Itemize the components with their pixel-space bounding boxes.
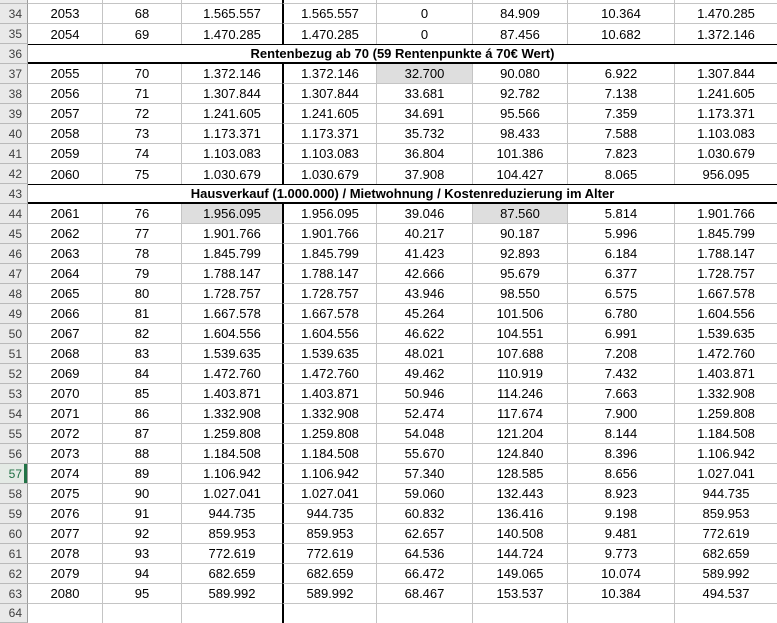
cell[interactable]: 43.946 (377, 284, 473, 304)
cell[interactable]: 8.144 (568, 424, 675, 444)
row-header[interactable]: 49 (0, 304, 28, 324)
cell[interactable]: 2073 (28, 444, 103, 464)
cell[interactable]: 0 (377, 24, 473, 44)
cell[interactable]: 2072 (28, 424, 103, 444)
cell[interactable]: 1.259.808 (282, 424, 377, 444)
row-header[interactable]: 34 (0, 4, 28, 24)
cell[interactable]: 74 (103, 144, 182, 164)
row-header[interactable]: 45 (0, 224, 28, 244)
cell[interactable]: 140.508 (473, 524, 568, 544)
cell[interactable]: 1.565.557 (182, 4, 282, 24)
table-row (0, 324, 777, 344)
cell[interactable]: 6.991 (568, 324, 675, 344)
row-header[interactable]: 39 (0, 104, 28, 124)
cell[interactable]: 2055 (28, 64, 103, 84)
cell[interactable]: 1.472.760 (182, 364, 282, 384)
cell[interactable]: 90.080 (473, 64, 568, 84)
cell[interactable]: 2080 (28, 584, 103, 604)
cell[interactable]: 1.667.578 (182, 304, 282, 324)
table-row (0, 4, 777, 24)
cell[interactable]: 944.735 (182, 504, 282, 524)
cell[interactable]: 68 (103, 4, 182, 24)
cell[interactable]: 42.666 (377, 264, 473, 284)
cell[interactable]: 1.030.679 (282, 164, 377, 184)
cell[interactable]: 1.403.871 (282, 384, 377, 404)
cell[interactable]: 2076 (28, 504, 103, 524)
cell[interactable]: 1.307.844 (182, 84, 282, 104)
table-row (0, 544, 777, 564)
row-header[interactable]: 54 (0, 404, 28, 424)
cell[interactable]: 69 (103, 24, 182, 44)
row-header[interactable]: 62 (0, 564, 28, 584)
cell[interactable]: 1.403.871 (675, 364, 777, 384)
cell[interactable]: 86 (103, 404, 182, 424)
cell[interactable]: 2075 (28, 484, 103, 504)
table-row (0, 464, 777, 484)
cell[interactable]: 1.403.871 (182, 384, 282, 404)
cell[interactable]: 2054 (28, 24, 103, 44)
cell[interactable]: 2070 (28, 384, 103, 404)
cell[interactable]: 1.901.766 (282, 224, 377, 244)
cell[interactable]: 1.667.578 (675, 284, 777, 304)
cell[interactable]: 92.782 (473, 84, 568, 104)
cell[interactable]: 1.259.808 (675, 404, 777, 424)
cell[interactable]: 1.604.556 (182, 324, 282, 344)
cell[interactable]: 37.908 (377, 164, 473, 184)
cell[interactable]: 101.386 (473, 144, 568, 164)
cell[interactable]: 7.663 (568, 384, 675, 404)
cell[interactable]: 90 (103, 484, 182, 504)
table-row (0, 344, 777, 364)
cell[interactable]: 1.539.635 (675, 324, 777, 344)
cell[interactable]: 494.537 (675, 584, 777, 604)
cell[interactable]: 772.619 (675, 524, 777, 544)
cell[interactable]: 104.551 (473, 324, 568, 344)
cell[interactable]: 124.840 (473, 444, 568, 464)
cell[interactable]: 2068 (28, 344, 103, 364)
row-header[interactable]: 59 (0, 504, 28, 524)
cell[interactable]: 35.732 (377, 124, 473, 144)
cell[interactable]: 589.992 (675, 564, 777, 584)
table-row (0, 584, 777, 604)
cell[interactable] (473, 604, 568, 623)
cell[interactable] (377, 604, 473, 623)
cell[interactable]: 59.060 (377, 484, 473, 504)
table-row (0, 384, 777, 404)
table-row (0, 124, 777, 144)
cell[interactable]: 1.332.908 (282, 404, 377, 424)
cell[interactable]: 87.456 (473, 24, 568, 44)
table-row (0, 24, 777, 44)
cell[interactable]: 71 (103, 84, 182, 104)
cell[interactable]: 7.359 (568, 104, 675, 124)
cell[interactable]: 62.657 (377, 524, 473, 544)
cell[interactable]: 66.472 (377, 564, 473, 584)
cell[interactable]: 95.679 (473, 264, 568, 284)
cell[interactable]: 2053 (28, 4, 103, 24)
table-row (0, 64, 777, 84)
row-header[interactable]: 51 (0, 344, 28, 364)
cell[interactable]: 83 (103, 344, 182, 364)
cell[interactable]: 2063 (28, 244, 103, 264)
cell[interactable]: 1.728.757 (282, 284, 377, 304)
cell[interactable]: 84.909 (473, 4, 568, 24)
cell[interactable]: 9.773 (568, 544, 675, 564)
row-header[interactable]: 50 (0, 324, 28, 344)
cell[interactable]: 10.074 (568, 564, 675, 584)
cell[interactable]: 1.728.757 (182, 284, 282, 304)
cell[interactable]: 128.585 (473, 464, 568, 484)
cell[interactable]: 136.416 (473, 504, 568, 524)
cell[interactable]: 7.208 (568, 344, 675, 364)
cell[interactable]: 91 (103, 504, 182, 524)
cell[interactable]: 0 (377, 4, 473, 24)
cell[interactable]: 2062 (28, 224, 103, 244)
section-header[interactable]: Rentenbezug ab 70 (59 Rentenpunkte á 70€ Wert) (28, 44, 777, 64)
cell[interactable]: 1.307.844 (282, 84, 377, 104)
cell[interactable]: 6.184 (568, 244, 675, 264)
cell[interactable]: 2056 (28, 84, 103, 104)
cell[interactable]: 1.788.147 (282, 264, 377, 284)
cell[interactable]: 40.217 (377, 224, 473, 244)
cell[interactable]: 1.106.942 (182, 464, 282, 484)
cell[interactable]: 682.659 (182, 564, 282, 584)
cell[interactable]: 7.588 (568, 124, 675, 144)
cell[interactable]: 49.462 (377, 364, 473, 384)
cell[interactable]: 95.566 (473, 104, 568, 124)
cell[interactable]: 7.900 (568, 404, 675, 424)
cell[interactable]: 10.364 (568, 4, 675, 24)
row-header[interactable]: 42 (0, 164, 28, 184)
cell[interactable]: 101.506 (473, 304, 568, 324)
cell[interactable]: 82 (103, 324, 182, 344)
cell[interactable]: 1.106.942 (282, 464, 377, 484)
cell[interactable]: 81 (103, 304, 182, 324)
cell[interactable]: 2077 (28, 524, 103, 544)
cell[interactable]: 55.670 (377, 444, 473, 464)
row-header[interactable]: 64 (0, 604, 28, 623)
cell[interactable]: 70 (103, 64, 182, 84)
cell[interactable]: 107.688 (473, 344, 568, 364)
cell[interactable]: 772.619 (182, 544, 282, 564)
cell[interactable]: 1.472.760 (282, 364, 377, 384)
cell[interactable]: 1.788.147 (182, 264, 282, 284)
row-header[interactable]: 46 (0, 244, 28, 264)
cell[interactable]: 2060 (28, 164, 103, 184)
row-header[interactable]: 48 (0, 284, 28, 304)
cell[interactable]: 1.788.147 (675, 244, 777, 264)
cell[interactable]: 1.103.083 (182, 144, 282, 164)
row-header[interactable]: 47 (0, 264, 28, 284)
table-row (0, 224, 777, 244)
cell[interactable]: 1.027.041 (182, 484, 282, 504)
cell[interactable]: 2079 (28, 564, 103, 584)
cell[interactable]: 1.332.908 (675, 384, 777, 404)
cell[interactable]: 48.021 (377, 344, 473, 364)
cell[interactable]: 6.575 (568, 284, 675, 304)
cell[interactable]: 1.728.757 (675, 264, 777, 284)
cell[interactable]: 2058 (28, 124, 103, 144)
cell[interactable] (28, 604, 103, 623)
cell[interactable]: 1.901.766 (182, 224, 282, 244)
cell[interactable]: 1.184.508 (282, 444, 377, 464)
row-header[interactable]: 41 (0, 144, 28, 164)
cell[interactable]: 60.832 (377, 504, 473, 524)
row-header[interactable]: 37 (0, 64, 28, 84)
cell[interactable]: 110.919 (473, 364, 568, 384)
table-row (0, 604, 777, 623)
cell[interactable]: 1.241.605 (282, 104, 377, 124)
cell[interactable]: 9.481 (568, 524, 675, 544)
cell[interactable] (103, 604, 182, 623)
cell[interactable]: 1.173.371 (675, 104, 777, 124)
table-row (0, 524, 777, 544)
cell[interactable]: 88 (103, 444, 182, 464)
cell[interactable]: 1.241.605 (675, 84, 777, 104)
cell[interactable]: 2074 (28, 464, 103, 484)
cell[interactable]: 9.198 (568, 504, 675, 524)
cell[interactable]: 34.691 (377, 104, 473, 124)
cell[interactable]: 76 (103, 204, 182, 224)
cell[interactable]: 2064 (28, 264, 103, 284)
cell[interactable]: 6.922 (568, 64, 675, 84)
row-header[interactable]: 36 (0, 44, 28, 64)
table-row (0, 84, 777, 104)
row-header[interactable]: 44 (0, 204, 28, 224)
cell[interactable]: 1.901.766 (675, 204, 777, 224)
cell[interactable]: 1.027.041 (282, 484, 377, 504)
cell[interactable]: 956.095 (702, 166, 750, 182)
row-header[interactable]: 52 (0, 364, 28, 384)
table-row (0, 104, 777, 124)
row-header[interactable]: 56 (0, 444, 28, 464)
row-header[interactable]: 53 (0, 384, 28, 404)
table-row (0, 424, 777, 444)
cell[interactable]: 1.173.371 (282, 124, 377, 144)
cell[interactable]: 1.470.285 (282, 24, 377, 44)
row-header[interactable]: 35 (0, 24, 28, 44)
cell[interactable]: 7.823 (568, 144, 675, 164)
cell[interactable]: 1.539.635 (282, 344, 377, 364)
table-row (0, 304, 777, 324)
cell[interactable]: 117.674 (473, 404, 568, 424)
cell[interactable]: 1.604.556 (282, 324, 377, 344)
table-row (0, 564, 777, 584)
cell[interactable]: 77 (103, 224, 182, 244)
row-header[interactable]: 63 (0, 584, 28, 604)
cell[interactable]: 1.956.095 (282, 204, 377, 224)
cell[interactable]: 1.845.799 (675, 224, 777, 244)
cell[interactable]: 78 (103, 244, 182, 264)
cell[interactable]: 1.103.083 (282, 144, 377, 164)
cell[interactable]: 98.550 (473, 284, 568, 304)
cell[interactable] (182, 604, 282, 623)
cell[interactable]: 1.470.285 (203, 26, 261, 42)
cell[interactable]: 10.682 (568, 24, 675, 44)
cell[interactable]: 1.565.557 (282, 4, 377, 24)
cell[interactable]: 92.893 (473, 244, 568, 264)
cell[interactable]: 39.046 (377, 204, 473, 224)
row-header[interactable]: 61 (0, 544, 28, 564)
row-header[interactable]: 40 (0, 124, 28, 144)
cell[interactable]: 1.372.146 (697, 26, 755, 42)
cell[interactable]: 33.681 (377, 84, 473, 104)
cell[interactable]: 1.106.942 (675, 444, 777, 464)
cell[interactable]: 2061 (28, 204, 103, 224)
cell[interactable]: 1.184.508 (182, 444, 282, 464)
cell[interactable]: 93 (103, 544, 182, 564)
cell[interactable]: 52.474 (377, 404, 473, 424)
cell[interactable]: 1.030.679 (203, 166, 261, 182)
cell[interactable]: 859.953 (182, 524, 282, 544)
cell[interactable]: 7.432 (568, 364, 675, 384)
cell[interactable]: 2065 (28, 284, 103, 304)
cell[interactable]: 1.604.556 (675, 304, 777, 324)
cell[interactable]: 153.537 (473, 584, 568, 604)
cell[interactable]: 2071 (28, 404, 103, 424)
cell[interactable]: 75 (103, 164, 182, 184)
cell[interactable]: 85 (103, 384, 182, 404)
cell[interactable]: 1.372.146 (282, 64, 377, 84)
table-row (0, 204, 777, 224)
cell[interactable]: 92 (103, 524, 182, 544)
cell[interactable]: 41.423 (377, 244, 473, 264)
table-row (0, 404, 777, 424)
table-row (0, 184, 777, 204)
cell[interactable]: 36.804 (377, 144, 473, 164)
cell[interactable] (568, 604, 675, 623)
cell[interactable]: 2069 (28, 364, 103, 384)
cell[interactable]: 2059 (28, 144, 103, 164)
table-row (0, 504, 777, 524)
cell[interactable]: 87.560 (473, 204, 568, 224)
table-row (0, 264, 777, 284)
cell[interactable]: 6.377 (568, 264, 675, 284)
cell[interactable]: 2066 (28, 304, 103, 324)
cell[interactable]: 95 (103, 584, 182, 604)
cell[interactable]: 64.536 (377, 544, 473, 564)
cell[interactable]: 1.845.799 (182, 244, 282, 264)
cell[interactable]: 45.264 (377, 304, 473, 324)
cell[interactable]: 132.443 (473, 484, 568, 504)
cell[interactable]: 32.700 (377, 64, 473, 84)
cell[interactable]: 5.996 (568, 224, 675, 244)
section-header[interactable]: Hausverkauf (1.000.000) / Mietwohnung / Kostenreduzierung im Alter (28, 184, 777, 204)
cell[interactable]: 57.340 (377, 464, 473, 484)
cell[interactable]: 10.384 (568, 584, 675, 604)
row-header[interactable]: 60 (0, 524, 28, 544)
row-header[interactable]: 55 (0, 424, 28, 444)
cell[interactable]: 859.953 (675, 504, 777, 524)
table-row (0, 484, 777, 504)
cell[interactable]: 2078 (28, 544, 103, 564)
cell[interactable]: 94 (103, 564, 182, 584)
cell[interactable]: 589.992 (182, 584, 282, 604)
cell[interactable] (675, 604, 777, 623)
cell[interactable]: 1.956.095 (182, 204, 282, 224)
cell[interactable]: 1.470.285 (675, 4, 777, 24)
cell[interactable]: 1.241.605 (182, 104, 282, 124)
cell[interactable]: 50.946 (377, 384, 473, 404)
row-header-selected[interactable]: 57 (0, 464, 28, 484)
cell[interactable]: 682.659 (675, 544, 777, 564)
cell[interactable]: 6.780 (568, 304, 675, 324)
cell[interactable]: 84 (103, 364, 182, 384)
table-row (0, 284, 777, 304)
table-row (0, 244, 777, 264)
cell[interactable]: 8.923 (568, 484, 675, 504)
cell[interactable]: 72 (103, 104, 182, 124)
cell[interactable]: 149.065 (473, 564, 568, 584)
cell[interactable]: 589.992 (282, 584, 377, 604)
cell[interactable]: 1.372.146 (182, 64, 282, 84)
cell[interactable]: 73 (103, 124, 182, 144)
cell[interactable]: 1.307.844 (675, 64, 777, 84)
cell[interactable]: 79 (103, 264, 182, 284)
cell[interactable]: 1.472.760 (675, 344, 777, 364)
cell[interactable]: 682.659 (282, 564, 377, 584)
cell[interactable]: 2067 (28, 324, 103, 344)
cell[interactable]: 114.246 (473, 384, 568, 404)
row-header[interactable]: 43 (0, 184, 28, 204)
cell[interactable]: 8.396 (568, 444, 675, 464)
cell[interactable]: 8.065 (568, 164, 675, 184)
cell[interactable]: 1.845.799 (282, 244, 377, 264)
cell[interactable]: 1.103.083 (675, 124, 777, 144)
cell[interactable]: 1.539.635 (182, 344, 282, 364)
table-row (0, 164, 777, 184)
cell[interactable]: 944.735 (282, 504, 377, 524)
cell[interactable]: 8.656 (568, 464, 675, 484)
cell[interactable]: 121.204 (473, 424, 568, 444)
row-header[interactable]: 38 (0, 84, 28, 104)
cell[interactable]: 1.259.808 (182, 424, 282, 444)
cell[interactable]: 98.433 (473, 124, 568, 144)
table-row (0, 364, 777, 384)
cell[interactable]: 5.814 (568, 204, 675, 224)
cell[interactable]: 54.048 (377, 424, 473, 444)
cell[interactable]: 2057 (28, 104, 103, 124)
cell[interactable]: 772.619 (282, 544, 377, 564)
cell[interactable]: 859.953 (282, 524, 377, 544)
cell[interactable]: 1.027.041 (675, 464, 777, 484)
cell[interactable]: 1.667.578 (282, 304, 377, 324)
cell[interactable]: 89 (103, 464, 182, 484)
row-header[interactable]: 58 (0, 484, 28, 504)
cell[interactable]: 944.735 (675, 484, 777, 504)
cell[interactable]: 104.427 (473, 164, 568, 184)
cell[interactable]: 1.184.508 (675, 424, 777, 444)
cell[interactable]: 1.173.371 (182, 124, 282, 144)
cell[interactable]: 1.030.679 (675, 144, 777, 164)
cell[interactable]: 80 (103, 284, 182, 304)
cell[interactable]: 87 (103, 424, 182, 444)
cell[interactable]: 1.332.908 (182, 404, 282, 424)
table-row (0, 144, 777, 164)
cell[interactable]: 7.138 (568, 84, 675, 104)
cell[interactable]: 68.467 (377, 584, 473, 604)
table-row (0, 444, 777, 464)
cell[interactable]: 144.724 (473, 544, 568, 564)
cell[interactable] (282, 604, 377, 623)
cell[interactable]: 90.187 (473, 224, 568, 244)
cell[interactable]: 46.622 (377, 324, 473, 344)
table-row (0, 44, 777, 64)
